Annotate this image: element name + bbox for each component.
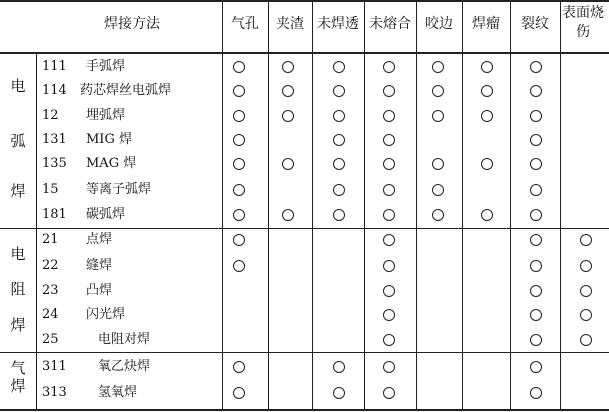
- applicable-circle-mark: [530, 184, 542, 196]
- defect-column-divider: [510, 0, 511, 410]
- applicable-circle-mark: [233, 85, 245, 97]
- header-defect-surface-burn: 表面烧伤: [562, 5, 604, 40]
- applicable-circle-mark: [530, 209, 542, 221]
- applicable-circle-mark: [530, 334, 542, 346]
- group-divider-arc: [0, 228, 609, 229]
- row-code: 181: [42, 207, 67, 222]
- applicable-circle-mark: [530, 309, 542, 321]
- defect-column-divider: [312, 0, 313, 410]
- applicable-circle-mark: [580, 309, 592, 321]
- applicable-circle-mark: [432, 61, 444, 73]
- row-method-name: MAG 焊: [86, 156, 137, 171]
- row-code: 22: [42, 258, 59, 273]
- applicable-circle-mark: [432, 85, 444, 97]
- header-defect-slag: 夹渣: [276, 16, 304, 32]
- row-code: 131: [42, 132, 67, 147]
- header-method: 焊接方法: [104, 16, 160, 32]
- group-column-divider: [36, 52, 37, 410]
- applicable-circle-mark: [233, 184, 245, 196]
- group-gas-label-1: 气: [10, 359, 26, 377]
- applicable-circle-mark: [383, 260, 395, 272]
- applicable-circle-mark: [530, 134, 542, 146]
- header-defect-porosity: 气孔: [231, 16, 259, 32]
- header-bottom-border: [0, 52, 609, 54]
- applicable-circle-mark: [383, 387, 395, 399]
- row-method-name: 碳弧焊: [86, 207, 126, 222]
- applicable-circle-mark: [383, 209, 395, 221]
- applicable-circle-mark: [333, 134, 345, 146]
- row-method-name: 手弧焊: [86, 59, 126, 74]
- row-method-name: 埋弧焊: [86, 108, 126, 123]
- applicable-circle-mark: [282, 85, 294, 97]
- table-bottom-border: [0, 409, 609, 411]
- group-arc-label-1: 电: [10, 77, 26, 95]
- applicable-circle-mark: [530, 387, 542, 399]
- applicable-circle-mark: [383, 334, 395, 346]
- row-code: 25: [42, 332, 59, 347]
- applicable-circle-mark: [530, 285, 542, 297]
- row-code: 23: [42, 283, 59, 298]
- header-defect-incomplete-penetration: 未焊透: [317, 16, 359, 32]
- applicable-circle-mark: [383, 184, 395, 196]
- header-defect-lack-of-fusion: 未熔合: [369, 16, 411, 32]
- applicable-circle-mark: [580, 260, 592, 272]
- applicable-circle-mark: [383, 110, 395, 122]
- applicable-circle-mark: [432, 184, 444, 196]
- applicable-circle-mark: [432, 209, 444, 221]
- row-code: 311: [42, 359, 67, 374]
- applicable-circle-mark: [233, 158, 245, 170]
- applicable-circle-mark: [530, 85, 542, 97]
- row-method-name: 等离子弧焊: [86, 182, 152, 197]
- applicable-circle-mark: [580, 285, 592, 297]
- applicable-circle-mark: [383, 234, 395, 246]
- row-method-name: 点焊: [86, 232, 113, 247]
- row-code: 24: [42, 307, 59, 322]
- applicable-circle-mark: [530, 361, 542, 373]
- row-method-name: 电阻对焊: [98, 332, 151, 347]
- applicable-circle-mark: [530, 260, 542, 272]
- applicable-circle-mark: [233, 361, 245, 373]
- applicable-circle-mark: [530, 158, 542, 170]
- applicable-circle-mark: [432, 158, 444, 170]
- applicable-circle-mark: [481, 61, 493, 73]
- applicable-circle-mark: [383, 285, 395, 297]
- group-resistance-label-3: 焊: [10, 316, 26, 334]
- group-arc-label-2: 弧: [10, 132, 26, 150]
- header-defect-crack: 裂纹: [521, 16, 549, 32]
- defect-column-divider: [560, 0, 561, 410]
- header-defect-undercut: 咬边: [425, 16, 453, 32]
- row-code: 135: [42, 156, 67, 171]
- row-method-name: 药芯焊丝电弧焊: [80, 83, 172, 98]
- applicable-circle-mark: [383, 309, 395, 321]
- applicable-circle-mark: [233, 234, 245, 246]
- applicable-circle-mark: [481, 85, 493, 97]
- row-method-name: 氢氧焊: [98, 385, 138, 400]
- defect-column-divider: [268, 0, 269, 410]
- applicable-circle-mark: [333, 209, 345, 221]
- row-method-name: 闪光焊: [86, 307, 126, 322]
- applicable-circle-mark: [282, 209, 294, 221]
- applicable-circle-mark: [282, 110, 294, 122]
- applicable-circle-mark: [580, 334, 592, 346]
- applicable-circle-mark: [282, 61, 294, 73]
- applicable-circle-mark: [383, 85, 395, 97]
- applicable-circle-mark: [233, 110, 245, 122]
- applicable-circle-mark: [383, 158, 395, 170]
- row-method-name: 缝焊: [86, 258, 113, 273]
- group-divider-resistance: [0, 352, 609, 353]
- row-code: 313: [42, 385, 67, 400]
- defect-column-divider: [364, 0, 365, 410]
- applicable-circle-mark: [383, 134, 395, 146]
- group-resistance-label-2: 阻: [10, 280, 26, 298]
- applicable-circle-mark: [333, 110, 345, 122]
- defect-column-divider: [462, 0, 463, 410]
- row-method-name: 氧乙炔焊: [98, 359, 151, 374]
- method-column-divider: [222, 0, 223, 410]
- applicable-circle-mark: [530, 234, 542, 246]
- applicable-circle-mark: [530, 61, 542, 73]
- row-code: 21: [42, 232, 59, 247]
- row-code: 12: [42, 108, 59, 123]
- applicable-circle-mark: [233, 209, 245, 221]
- row-method-name: MIG 焊: [86, 132, 132, 147]
- applicable-circle-mark: [333, 184, 345, 196]
- group-arc-label-3: 焊: [10, 182, 26, 200]
- applicable-circle-mark: [383, 61, 395, 73]
- row-code: 111: [42, 59, 67, 74]
- applicable-circle-mark: [333, 85, 345, 97]
- applicable-circle-mark: [233, 387, 245, 399]
- row-method-name: 凸焊: [86, 283, 113, 298]
- group-gas-label-2: 焊: [10, 377, 26, 395]
- applicable-circle-mark: [432, 110, 444, 122]
- applicable-circle-mark: [333, 361, 345, 373]
- applicable-circle-mark: [481, 209, 493, 221]
- defect-column-divider: [416, 0, 417, 410]
- row-code: 15: [42, 182, 59, 197]
- applicable-circle-mark: [233, 61, 245, 73]
- row-code: 114: [42, 83, 67, 98]
- applicable-circle-mark: [282, 158, 294, 170]
- applicable-circle-mark: [481, 158, 493, 170]
- group-resistance-label-1: 电: [10, 245, 26, 263]
- applicable-circle-mark: [383, 361, 395, 373]
- applicable-circle-mark: [481, 110, 493, 122]
- applicable-circle-mark: [333, 61, 345, 73]
- applicable-circle-mark: [333, 158, 345, 170]
- applicable-circle-mark: [233, 134, 245, 146]
- applicable-circle-mark: [233, 260, 245, 272]
- header-defect-overlap: 焊瘤: [472, 16, 500, 32]
- applicable-circle-mark: [333, 387, 345, 399]
- applicable-circle-mark: [580, 234, 592, 246]
- applicable-circle-mark: [530, 110, 542, 122]
- table-top-border: [0, 0, 609, 2]
